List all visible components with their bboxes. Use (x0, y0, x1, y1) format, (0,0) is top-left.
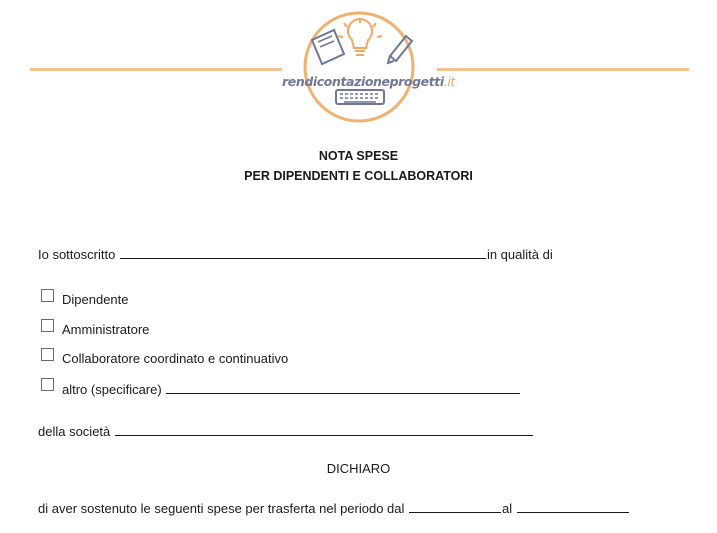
logo-wordmark (282, 74, 455, 89)
undersigned-name-field[interactable] (120, 246, 486, 259)
period-label: di aver sostenuto le seguenti spese per trasferta nel periodo dal (38, 501, 405, 516)
checkbox-amministratore[interactable] (41, 319, 54, 332)
company-label: della società (38, 424, 111, 439)
option-label: Collaboratore coordinato e continuativo (62, 351, 289, 366)
document-subtitle: PER DIPENDENTI E COLLABORATORI (244, 169, 473, 183)
option-label: Amministratore (62, 322, 150, 337)
undersigned-row (38, 246, 553, 262)
declare-heading: DICHIARO (326, 461, 391, 476)
option-amministratore (41, 322, 149, 337)
option-label: altro (specificare) (62, 382, 162, 397)
capacity-label: in qualità di (486, 247, 553, 262)
period-to-field[interactable] (517, 500, 629, 513)
period-from-field[interactable] (409, 500, 501, 513)
document-title: NOTA SPESE (318, 149, 399, 163)
option-collaboratore (41, 351, 288, 366)
option-altro (41, 381, 521, 397)
option-dipendente (41, 292, 129, 307)
checkbox-altro[interactable] (41, 378, 54, 391)
header-rule-left (30, 68, 282, 71)
period-to-label: al (502, 501, 513, 516)
option-label: Dipendente (62, 292, 129, 307)
period-row (38, 500, 630, 516)
header-rule-right (437, 68, 689, 71)
logo-tld: .it (443, 74, 455, 89)
logo-graphic-icon (282, 10, 437, 125)
company-logo (282, 10, 455, 125)
logo-name: rendicontazioneprogetti (282, 74, 444, 89)
checkbox-dipendente[interactable] (41, 289, 54, 302)
company-name-field[interactable] (115, 423, 533, 436)
undersigned-label: Io sottoscritto (38, 247, 116, 262)
checkbox-collaboratore[interactable] (41, 348, 54, 361)
altro-specify-field[interactable] (166, 381, 520, 394)
company-row (38, 423, 534, 439)
